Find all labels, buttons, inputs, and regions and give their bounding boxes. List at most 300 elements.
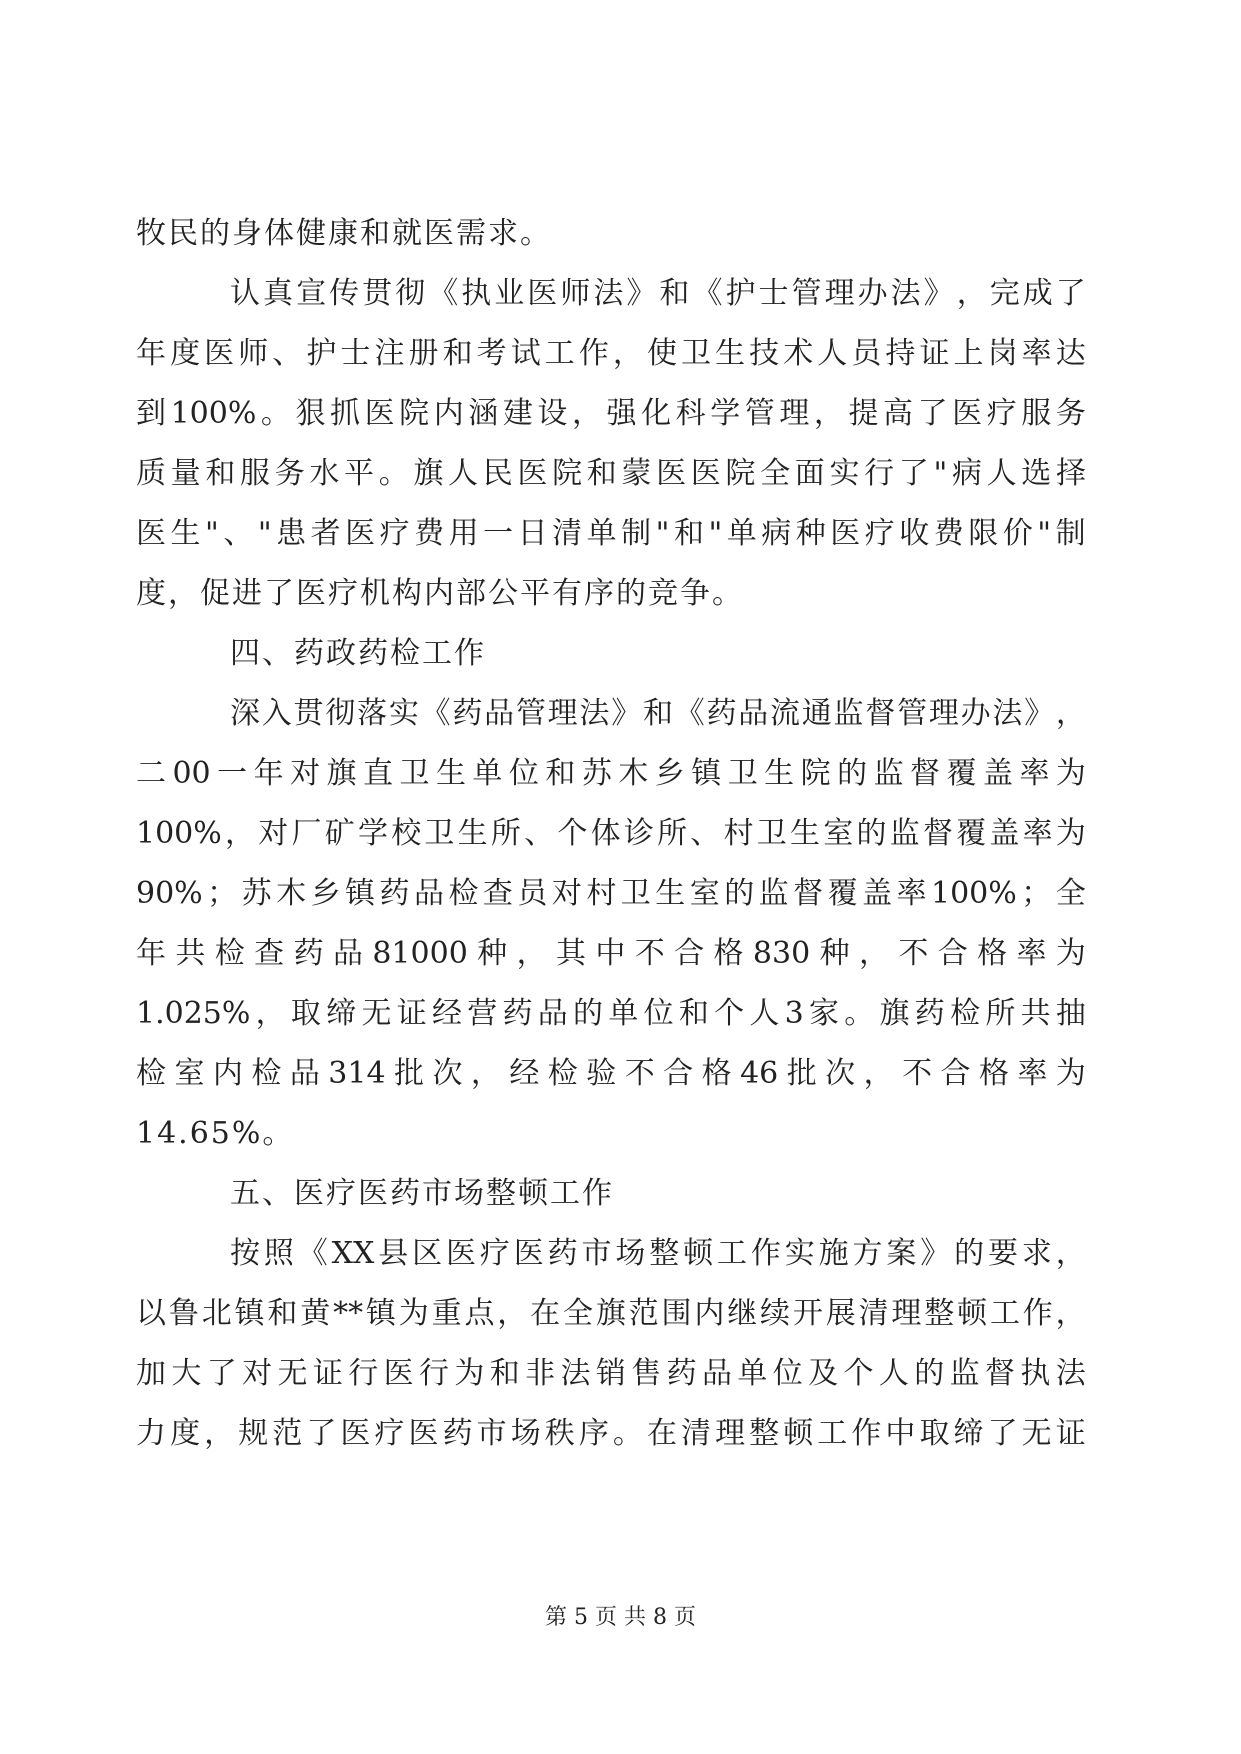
glyph: 法 xyxy=(579,696,610,731)
text-line: 度，促进了医疗机构内部公平有序的竞争。 xyxy=(136,576,744,611)
glyph: 办 xyxy=(960,696,991,731)
glyph: 缔 xyxy=(326,996,357,1031)
glyph: 46 xyxy=(740,1056,779,1091)
glyph: 为 xyxy=(1055,1056,1086,1091)
glyph: 病 xyxy=(761,516,792,551)
glyph: 、 xyxy=(223,516,254,551)
glyph: 单 xyxy=(472,756,503,791)
glyph: 位 xyxy=(508,756,539,791)
glyph: 人 xyxy=(817,336,848,371)
glyph: " xyxy=(257,516,272,551)
glyph: 体 xyxy=(590,816,621,851)
glyph: 内 xyxy=(694,1296,725,1331)
glyph: 监 xyxy=(889,816,920,851)
glyph: 县 xyxy=(378,1236,409,1271)
glyph: 品 xyxy=(289,1056,320,1091)
glyph: 大 xyxy=(171,1356,202,1391)
glyph: 平 xyxy=(344,456,375,491)
glyph: 医 xyxy=(383,1356,414,1391)
glyph: 日 xyxy=(517,516,548,551)
glyph: 疗 xyxy=(379,516,410,551)
glyph: 执 xyxy=(1020,1356,1051,1391)
glyph: 办 xyxy=(857,276,888,311)
glyph: 卫 xyxy=(424,816,455,851)
glyph: 卫 xyxy=(620,876,651,911)
paragraph-first-line xyxy=(230,694,1086,734)
text-line xyxy=(136,754,1086,794)
glyph: 村 xyxy=(723,816,754,851)
glyph: 检 xyxy=(547,1056,578,1091)
glyph: 经 xyxy=(509,1056,540,1091)
glyph: 直 xyxy=(363,756,393,791)
glyph: 开 xyxy=(792,1296,823,1331)
glyph: 证 xyxy=(312,1356,343,1391)
glyph: 的 xyxy=(573,996,604,1031)
glyph: 实 xyxy=(388,696,419,731)
glyph: 医 xyxy=(445,1236,476,1271)
glyph: 人 xyxy=(448,456,479,491)
glyph: 贯 xyxy=(293,696,324,731)
glyph: 年 xyxy=(253,756,284,791)
glyph: 矿 xyxy=(324,816,355,851)
glyph: 不 xyxy=(624,1056,655,1091)
glyph: 在 xyxy=(530,1296,561,1331)
glyph: 中 xyxy=(595,936,626,971)
glyph: 管 xyxy=(897,696,928,731)
glyph: 监 xyxy=(833,696,864,731)
glyph: 求 xyxy=(1021,1236,1052,1271)
glyph: 镇 xyxy=(345,876,376,911)
glyph: 学 xyxy=(710,396,741,431)
glyph: 区 xyxy=(412,1236,443,1271)
glyph: 员 xyxy=(517,876,548,911)
glyph: 择 xyxy=(1055,456,1086,491)
glyph: 规 xyxy=(238,1416,269,1451)
glyph: 检 xyxy=(136,1056,166,1091)
glyph: 生 xyxy=(457,816,488,851)
glyph: 不 xyxy=(898,936,929,971)
glyph: 和 xyxy=(489,1356,520,1391)
text-line xyxy=(136,394,1086,434)
glyph: 督 xyxy=(865,696,896,731)
glyph: 理 xyxy=(824,276,855,311)
glyph: 批 xyxy=(393,1056,424,1091)
glyph: 抽 xyxy=(1055,996,1086,1031)
glyph: 限 xyxy=(968,516,999,551)
glyph: 患 xyxy=(276,516,307,551)
glyph: 理 xyxy=(547,696,578,731)
glyph: 室 xyxy=(823,816,854,851)
glyph: 药 xyxy=(547,1236,578,1271)
glyph: 1.025% xyxy=(136,996,251,1031)
glyph: 抓 xyxy=(330,396,361,431)
glyph: 缔 xyxy=(953,1416,984,1451)
glyph: 卫 xyxy=(756,816,787,851)
glyph: 全 xyxy=(1055,876,1086,911)
glyph: 不 xyxy=(902,1056,933,1091)
glyph: 照 xyxy=(263,1236,294,1271)
glyph: 药 xyxy=(452,696,483,731)
glyph: 法 xyxy=(890,276,921,311)
glyph: 理 xyxy=(779,396,810,431)
glyph: ， xyxy=(571,396,602,431)
glyph: 格 xyxy=(977,936,1008,971)
glyph: 次 xyxy=(825,1056,856,1091)
text-line xyxy=(136,814,1086,854)
glyph: 100% xyxy=(931,876,1017,911)
glyph: 到 xyxy=(136,396,166,431)
glyph: 个 xyxy=(714,996,745,1031)
glyph: 化 xyxy=(641,396,672,431)
glyph: 士 xyxy=(340,336,371,371)
glyph: 。 xyxy=(612,1416,643,1451)
glyph: 场 xyxy=(510,1416,541,1451)
glyph: 注 xyxy=(374,336,405,371)
glyph: ， xyxy=(225,816,256,851)
glyph: 覆 xyxy=(956,816,987,851)
glyph: 人 xyxy=(749,996,780,1031)
glyph: 理 xyxy=(891,1296,922,1331)
glyph: 了 xyxy=(898,456,929,491)
glyph: 次 xyxy=(432,1056,463,1091)
glyph: 设 xyxy=(537,396,568,431)
glyph: 》 xyxy=(923,276,954,311)
glyph: 》 xyxy=(1024,696,1055,731)
glyph: 力 xyxy=(136,1416,166,1451)
glyph: 实 xyxy=(784,1236,815,1271)
glyph: 民 xyxy=(482,456,513,491)
glyph: 人 xyxy=(986,456,1017,491)
glyph: 督 xyxy=(910,756,941,791)
paragraph-first-line xyxy=(230,274,1086,314)
glyph: 及 xyxy=(808,1356,839,1391)
glyph: 、 xyxy=(690,816,721,851)
glyph: 药 xyxy=(502,996,533,1031)
glyph: 展 xyxy=(825,1296,856,1331)
glyph: 点 xyxy=(464,1296,495,1331)
text-line xyxy=(136,934,1086,974)
glyph: 院 xyxy=(552,456,583,491)
glyph: 率 xyxy=(896,876,927,911)
glyph: 覆 xyxy=(946,756,977,791)
glyph: 清 xyxy=(681,1416,711,1451)
glyph: 对 xyxy=(290,756,321,791)
text-line xyxy=(136,1294,1086,1334)
glyph: 和 xyxy=(642,696,673,731)
glyph: 药 xyxy=(379,876,410,911)
glyph: 非 xyxy=(525,1356,556,1391)
glyph: 合 xyxy=(940,1056,971,1091)
glyph: 法 xyxy=(560,1356,591,1391)
glyph: 在 xyxy=(646,1416,677,1451)
glyph: 不 xyxy=(634,936,665,971)
glyph: 和 xyxy=(678,996,709,1031)
glyph: 费 xyxy=(414,516,445,551)
glyph: 药 xyxy=(914,996,945,1031)
glyph: 镇 xyxy=(365,1296,396,1331)
glyph: 案 xyxy=(886,1236,917,1271)
glyph: ， xyxy=(255,996,286,1031)
glyph: 00 xyxy=(172,756,211,791)
text-line xyxy=(136,1414,1086,1454)
glyph: 加 xyxy=(136,1356,166,1391)
glyph: 彻 xyxy=(325,696,356,731)
glyph: 《 xyxy=(674,696,705,731)
glyph: 营 xyxy=(467,996,498,1031)
glyph: 达 xyxy=(1055,336,1086,371)
glyph: 木 xyxy=(276,876,307,911)
glyph: 和 xyxy=(673,516,704,551)
glyph: 厂 xyxy=(291,816,322,851)
glyph: 合 xyxy=(663,1056,694,1091)
glyph: 单 xyxy=(586,516,617,551)
glyph: 一 xyxy=(217,756,248,791)
glyph: 员 xyxy=(851,336,882,371)
glyph: 以 xyxy=(136,1296,166,1331)
glyph: 作 xyxy=(750,1236,781,1271)
glyph: 品 xyxy=(738,696,769,731)
glyph: 》 xyxy=(611,696,642,731)
glyph: 整 xyxy=(749,1416,780,1451)
glyph: 士 xyxy=(758,276,789,311)
glyph: ， xyxy=(204,1416,235,1451)
glyph: ， xyxy=(1055,696,1086,731)
glyph: 医 xyxy=(364,396,395,431)
glyph: 全 xyxy=(760,456,791,491)
glyph: 药 xyxy=(293,936,324,971)
glyph: 位 xyxy=(772,1356,803,1391)
glyph: XX xyxy=(331,1236,375,1271)
glyph: 苏 xyxy=(581,756,612,791)
page-number-footer: 第 5 页 共 8 页 xyxy=(545,1605,696,1630)
glyph: 工 xyxy=(817,1416,848,1451)
glyph: 度 xyxy=(170,336,201,371)
glyph: 旗 xyxy=(595,1296,626,1331)
text-line xyxy=(136,994,1086,1034)
glyph: 格 xyxy=(978,1056,1009,1091)
glyph: ** xyxy=(333,1296,364,1331)
glyph: 成 xyxy=(1022,276,1053,311)
glyph: 通 xyxy=(801,696,832,731)
glyph: 验 xyxy=(586,1056,617,1091)
glyph: 理 xyxy=(928,696,959,731)
glyph: 单 xyxy=(726,516,757,551)
text-line: 牧民的身体健康和就医需求。 xyxy=(136,216,552,251)
glyph: 行 xyxy=(864,456,895,491)
glyph: 真 xyxy=(263,276,294,311)
glyph: 、 xyxy=(524,816,555,851)
glyph: 监 xyxy=(949,1356,980,1391)
glyph: 疗 xyxy=(864,516,895,551)
glyph: 品 xyxy=(484,696,515,731)
glyph: 法 xyxy=(593,276,624,311)
glyph: 的 xyxy=(856,816,887,851)
glyph: 深 xyxy=(230,696,260,731)
text-line xyxy=(136,334,1086,374)
glyph: 。 xyxy=(260,396,291,431)
glyph: 旗 xyxy=(413,456,444,491)
glyph: 校 xyxy=(391,816,422,851)
glyph: 作 xyxy=(1022,1296,1053,1331)
glyph: 检 xyxy=(251,1056,282,1091)
glyph: 考 xyxy=(476,336,507,371)
glyph: 《 xyxy=(692,276,723,311)
glyph: 医 xyxy=(690,456,721,491)
glyph: 《 xyxy=(297,1236,328,1271)
glyph: 了 xyxy=(206,1356,237,1391)
text-line xyxy=(136,874,1086,914)
glyph: 医 xyxy=(656,456,687,491)
glyph: 业 xyxy=(494,276,525,311)
text-line xyxy=(136,514,1086,554)
glyph: 服 xyxy=(1021,396,1052,431)
glyph: 《 xyxy=(420,696,451,731)
glyph: 督 xyxy=(985,1356,1015,1391)
glyph: 镇 xyxy=(691,756,722,791)
glyph: 监 xyxy=(758,876,789,911)
glyph: 内 xyxy=(212,1056,243,1091)
glyph: 全 xyxy=(562,1296,593,1331)
glyph: 师 xyxy=(560,276,591,311)
glyph: 内 xyxy=(433,396,464,431)
glyph: 生 xyxy=(655,876,686,911)
glyph: 单 xyxy=(608,996,639,1031)
glyph: 价 xyxy=(1002,516,1033,551)
glyph: 种 xyxy=(795,516,826,551)
glyph: 施 xyxy=(818,1236,849,1271)
glyph: 年 xyxy=(136,336,166,371)
glyph: 位 xyxy=(643,996,674,1031)
glyph: 种 xyxy=(477,936,508,971)
glyph: 的 xyxy=(914,1356,945,1391)
glyph: 用 xyxy=(448,516,479,551)
glyph: 经 xyxy=(431,996,462,1031)
glyph: 服 xyxy=(240,456,271,491)
glyph: 了 xyxy=(987,1416,1018,1451)
glyph: 生 xyxy=(435,756,466,791)
glyph: 所 xyxy=(490,816,521,851)
glyph: 理 xyxy=(715,1416,746,1451)
glyph: 医 xyxy=(340,1416,371,1451)
glyph: 彻 xyxy=(395,276,426,311)
glyph: 和 xyxy=(442,336,473,371)
glyph: ， xyxy=(516,936,547,971)
glyph: 强 xyxy=(606,396,637,431)
glyph: 范 xyxy=(272,1416,303,1451)
glyph: 完 xyxy=(989,276,1020,311)
glyph: ； xyxy=(207,876,238,911)
glyph: 者 xyxy=(310,516,341,551)
glyph: 共 xyxy=(1020,996,1051,1031)
glyph: 督 xyxy=(793,876,824,911)
glyph: 序 xyxy=(578,1416,609,1451)
glyph: 盖 xyxy=(982,756,1013,791)
glyph: 家 xyxy=(809,996,839,1031)
glyph: 镇 xyxy=(234,1296,265,1331)
glyph: 落 xyxy=(357,696,388,731)
glyph: " xyxy=(1037,516,1052,551)
glyph: 木 xyxy=(618,756,649,791)
glyph: 盖 xyxy=(989,816,1020,851)
glyph: 》 xyxy=(920,1236,951,1271)
glyph: 管 xyxy=(744,396,775,431)
glyph: 和 xyxy=(586,456,617,491)
glyph: 一 xyxy=(483,516,514,551)
glyph: 提 xyxy=(848,396,879,431)
glyph: 的 xyxy=(954,1236,985,1271)
glyph: 合 xyxy=(937,936,968,971)
glyph: 盖 xyxy=(862,876,893,911)
glyph: 3 xyxy=(784,996,804,1031)
glyph: 品 xyxy=(537,996,568,1031)
text-line xyxy=(136,454,1086,494)
glyph: 清 xyxy=(858,1296,889,1331)
glyph: " xyxy=(205,516,219,551)
glyph: 管 xyxy=(515,696,546,731)
glyph: 要 xyxy=(987,1236,1018,1271)
glyph: 行 xyxy=(419,1356,449,1391)
glyph: 村 xyxy=(586,876,617,911)
section-heading: 四、药政药检工作 xyxy=(230,636,486,671)
glyph: 按 xyxy=(230,1236,260,1271)
glyph: 为 xyxy=(1055,816,1086,851)
glyph: 药 xyxy=(666,1356,697,1391)
glyph: 行 xyxy=(348,1356,379,1391)
glyph: 师 xyxy=(238,336,269,371)
glyph: 场 xyxy=(615,1236,646,1271)
glyph: 830 xyxy=(752,936,811,971)
glyph: 高 xyxy=(883,396,914,431)
glyph: 选 xyxy=(1021,456,1052,491)
glyph: 重 xyxy=(431,1296,462,1331)
glyph: 宣 xyxy=(296,276,327,311)
glyph: ， xyxy=(1055,1236,1086,1271)
glyph: 持 xyxy=(885,336,916,371)
glyph: 疗 xyxy=(374,1416,405,1451)
glyph: 和 xyxy=(659,276,690,311)
glyph: 乡 xyxy=(310,876,341,911)
section-heading: 五、医疗医药市场整顿工作 xyxy=(230,1176,614,1211)
glyph: 医 xyxy=(517,456,548,491)
glyph: 合 xyxy=(674,936,705,971)
glyph: 查 xyxy=(482,876,513,911)
glyph: 流 xyxy=(770,696,801,731)
glyph: 制 xyxy=(1055,516,1086,551)
glyph: 传 xyxy=(329,276,360,311)
glyph: 取 xyxy=(919,1416,950,1451)
glyph: 法 xyxy=(1055,1356,1086,1391)
glyph: 率 xyxy=(1016,936,1047,971)
glyph: 对 xyxy=(258,816,289,851)
glyph: 314 xyxy=(328,1056,386,1091)
glyph: 无 xyxy=(277,1356,308,1391)
glyph: 医 xyxy=(136,516,166,551)
glyph: 中 xyxy=(885,1416,916,1451)
glyph: 无 xyxy=(1021,1416,1052,1451)
glyph: 生 xyxy=(170,516,201,551)
glyph: 管 xyxy=(791,276,822,311)
text-line xyxy=(136,1354,1086,1394)
glyph: 覆 xyxy=(827,876,858,911)
glyph: 市 xyxy=(581,1236,612,1271)
glyph: 医 xyxy=(204,336,235,371)
glyph: 品 xyxy=(413,876,444,911)
glyph: 岗 xyxy=(987,336,1018,371)
glyph: 水 xyxy=(309,456,340,491)
glyph: 二 xyxy=(136,756,166,791)
glyph: 医 xyxy=(952,396,983,431)
glyph: 度 xyxy=(170,1416,201,1451)
